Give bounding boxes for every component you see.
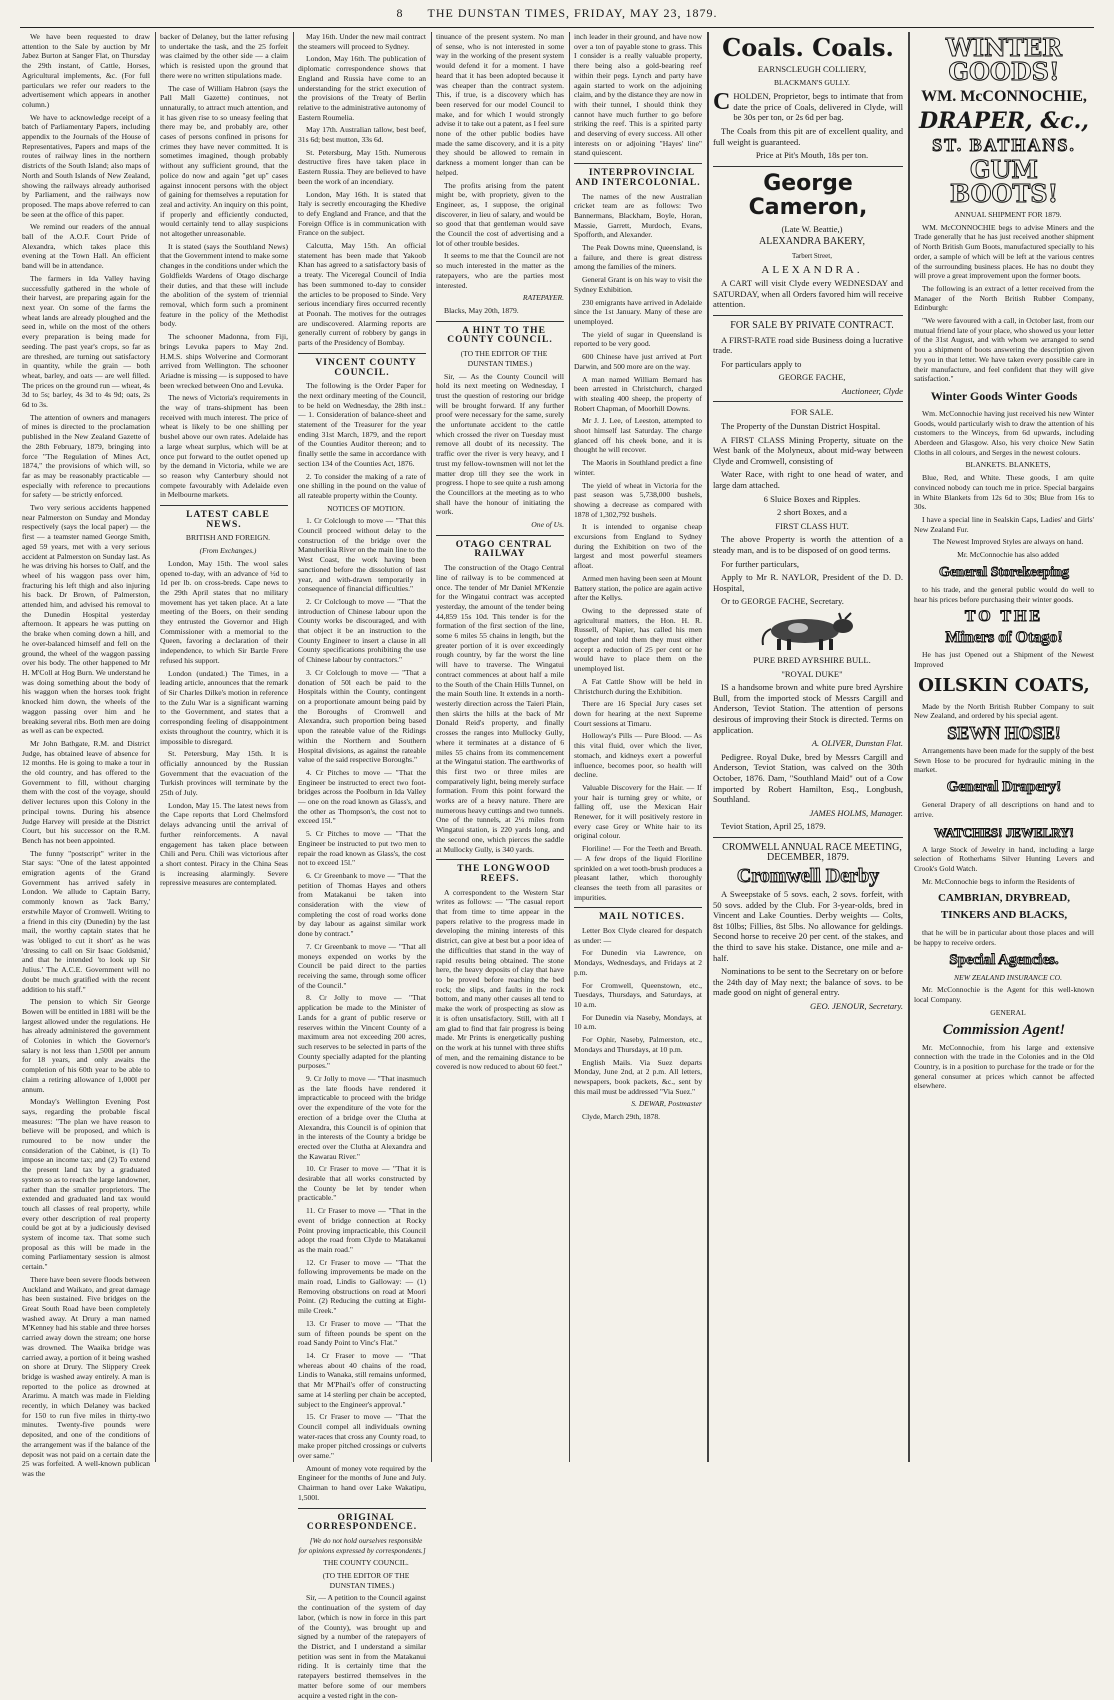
paragraph: London, May 16th. The publication of diplomatic correspondence shows that England and Russia have come to an understanding for the strict execution of the provisions of the Treaty of Berlin relative to the administrative autonomy of Eastern Roumelia.: [298, 54, 426, 122]
motion: 3. Cr Colclough to move — "That a donation of 50l each be paid to the Hospitals within the County, contingent on a proportionate amount being paid by the Boroughs of Cromwell and Alexandra, such proportion being based upon the rateable value of the Ridings within the Northern and Southern Hospital divisions, as against the rateable value of the said respective Boroughs.": [298, 667, 426, 765]
sewn-hose-title: SEWN HOSE!: [947, 723, 1061, 744]
paragraph: It is stated (says the Southland News) that the Government intend to make some changes in the conditions under which the Goldfields Wardens of Otago discharge their duties, and that these will include the abolition of the system of triennial removal, which form such a prominent feature in the policy of the Methodist body.: [160, 241, 288, 329]
section-rule: [436, 859, 564, 860]
letter-address: (TO THE EDITOR OF THE DUNSTAN TIMES.): [460, 349, 548, 368]
derby-title: Cromwell Derby: [736, 865, 880, 888]
ad-text: The above Property is worth the attention of a steady man, and is to be disposed of on good terms.: [713, 534, 903, 555]
motion: 12. Cr Fraser to move — "That the following improvements be made on the main road, Lindis to Galloway: — (1) Removing obstructions on road at Moori Point. (2) Reducing the cutting at Eight-mile Creek.": [298, 1257, 426, 1316]
ad-rule: [713, 166, 903, 167]
paragraph: There have been severe floods between Auckland and Waikato, and great damage has been sustained. Five bridges on the Great South Road have been completely washed away. At Drury a man named M'Kenney had his stable and three horses carried away down the stream; one horse was drowned. The Waaika bridge was carried away, a portion of it being washed on shore at Drury. The Slippery Creek bridge is washed away entirely. A man is reported to the police as drowned at Ararimu. A match was made in Fielding recently, in which Delaney was backed for 150 to run five miles in thirty-two minutes. Twenty-five pounds were deposited, and one of the conditions of the arrangement was if the balance of the deposit was not paid on a certain date the 25 was forfeited. A well-known publican was the: [22, 1274, 150, 1478]
commission-agent-title: Commission Agent!: [942, 1021, 1066, 1038]
masthead-title: THE DUNSTAN TIMES, FRIDAY, MAY 23, 1879.: [427, 6, 718, 20]
paragraph: 2. To consider the making of a rate of one shilling in the pound on the value of all rateable property within the County.: [298, 471, 426, 500]
ad-text: Water Race, with right to one head of water, and large dam attached.: [713, 469, 903, 491]
signature: JAMES HOLMS, Manager.: [809, 807, 903, 818]
paragraph: For Dunedin via Lawrence, on Mondays, Wednesdays, and Fridays at 2 p.m.: [574, 948, 702, 977]
winter-goods-title: WINTER GOODS!: [945, 33, 1063, 86]
column-divider: [155, 32, 156, 1462]
paragraph: We remind our readers of the annual ball of the A.O.F. Court Pride of Alexandra, which takes place this evening at the Town Hall. An efficient band will be in attendance.: [22, 222, 150, 271]
paragraph: The following is the Order Paper for the next ordinary meeting of the Council, to be held on Wednesday, the 28th inst.: — 1. Consideration of balance-sheet and statement of the Treasurer for the year ending 31st March, 1879, and the report of the Counties Auditor thereon; and to finally settle the same in accordance with section 134 of the Counties Act, 1876.: [298, 381, 426, 468]
section-heading: VINCENT COUNTY COUNCIL.: [315, 357, 417, 378]
section-heading: OTAGO CENTRAL RAILWAY: [455, 539, 553, 560]
motion: 10. Cr Fraser to move — "That it is desirable that all works constructed by the County be let by tender when practicable.": [298, 1164, 426, 1203]
paragraph: The names of the new Australian cricket team are as follows: Two Bannermans, Blackham, Boyle, Horan, Massie, Garrett, Murdoch, Evans, Spofforth, and Alexander.: [574, 191, 702, 240]
general-drapery-title: General Drapery!: [946, 779, 1062, 796]
ad-text: A FIRST CLASS Mining Property, situate on the West bank of the Molyneux, about mid-way between Clyde and Cromwell, consisting of: [713, 434, 903, 466]
paragraph: London, May 15th. The wool sales opened to-day, with an advance of ½d to 1d per lb. on cross-breds. Cape news to the 29th April states that no military movement has yet taken place. At a late meeting of the Boers, on their sending they entrusted the Governor and High Commissioner with a memorial to the Queen, favoring a declaration of their independence, to which Sir Bartle Frere refused his support.: [160, 558, 288, 665]
draper-title: DRAPER, &c.,: [919, 108, 1089, 134]
paragraph: Armed men having been seen at Mount Battery station, the police are again active after the Kellys.: [574, 573, 702, 603]
ad-heading: PURE BRED AYRSHIRE BULL.: [753, 654, 871, 665]
ad-heading: FOR SALE BY PRIVATE CONTRACT.: [730, 319, 894, 331]
ad-rule: [713, 315, 903, 316]
ad-line: Price at Pit's Mouth, 18s per ton.: [755, 150, 869, 161]
paragraph: backer of Delaney, but the latter refusing to undertake the task, and the 25 forfeit was claimed by the other side — a claim which is resisted upon the ground that there were no written stipulations made.: [160, 32, 288, 80]
section-subheading: THE COUNTY COUNCIL.: [323, 1558, 409, 1568]
paragraph: Mr John Bathgate, R.M. and District Judge, has obtained leave of absence for 12 months. He is going to make a tour in the old country, and has offered to the Government to fill, without charging them with the cost of the voyage, should deliver lectures upon this Colony in the principal towns. During his absence Judge Harvey will preside at the District Court, but his successor on the R.M. Bench has not been appointed.: [22, 738, 150, 845]
section-rule: [436, 321, 564, 322]
section-rule: [298, 1508, 426, 1509]
ad-text: The Coals from this pit are of excellent quality, and full weight is guaranteed.: [713, 125, 903, 147]
section-heading: MAIL NOTICES.: [599, 912, 685, 923]
paragraph: For Cromwell, Queenstown, etc., Tuesdays, Thursdays, and Saturdays, at 10 a.m.: [574, 980, 702, 1009]
paragraph: The Peak Downs mine, Queensland, is a failure, and there is great distress among the families of the miners.: [574, 243, 702, 272]
paragraph: The pension to which Sir George Bowen will be entitled in 1881 will be the largest allowed under the regulations. He has already administered the government of Colonies in which the Governor's salary is not less than 1,500l per annum for 18 years, and only awaits the completion of his 60th year to be able to claim a retiring allowance of 1,000l per annum.: [22, 997, 150, 1094]
section-rule: [574, 907, 702, 908]
paragraph: It is intended to organise cheap excursions from England to Sydney during the Exhibition on two of the largest and most powerful steamers afloat.: [574, 522, 702, 571]
watches-title: WATCHES! JEWELRY!: [934, 824, 1074, 840]
ad-rule: [713, 837, 903, 838]
ad-rule: [713, 401, 903, 402]
column-4: [436, 32, 564, 1462]
section-heading: A HINT TO THE COUNTY COUNCIL.: [447, 325, 553, 346]
paragraph: 600 Chinese have just arrived at Port Darwin, and 500 more are on the way.: [574, 352, 702, 371]
paragraph: For Ophir, Naseby, Palmerston, etc., Mondays and Thursdays, at 10 p.m.: [574, 1035, 702, 1054]
motion: 9. Cr Jolly to move — "That inasmuch as the late floods have rendered it impracticable to proceed with the bridge over the expenditure of the vote for the erection of a bridge over the Clutha at Alexandra, this Council is of opinion that in the interests of the County a bridge be erected over the Clutha at Alexandra and the Kawarau River.": [298, 1074, 426, 1161]
ad-text: For particulars apply to: [721, 358, 802, 369]
masthead-rule: [20, 27, 1094, 28]
paragraph: Calcutta, May 15th. An official statement has been made that Yakoob Khan has agreed to a satisfactory basis of a treaty. The Viceregal Council of India has been summoned to-day to consider the articles to be proposed to Sinde. Very serious incendiary fires occurred recently at Poonah. The motives for the outrages are undiscovered. Alarming reports are generally current of robbery by gangs in parts of the Presidency of Bombay.: [298, 241, 426, 348]
ad-text: A Sweepstake of 5 sovs. each, 2 sovs. forfeit, with 50 sovs. added by the Club. For 3-year-olds, bred in Vincent and Lake Counties. Derby weights — Colts, 8st 10lbs; Fillies, 8st 5lbs. No allowance for geldings. Second horse to receive 20 per cent. of the stakes, and the third to save his stake. Distance, one mile and a-half.: [713, 889, 903, 963]
paragraph: Mr J. J. Lee, of Leeston, attempted to shoot himself last Saturday. The charge glanced off his cheek bone, and it is thought he will recover.: [574, 416, 702, 455]
section-subheading: NOTICES OF MOTION.: [327, 503, 405, 513]
cameron-title: George Cameron,: [748, 170, 868, 220]
paragraph: The Maoris in Southland predict a fine winter.: [574, 458, 702, 477]
ad-text: Made by the North British Rubber Company to suit New Zealand, and ordered by his special agent.: [914, 701, 1094, 721]
ad-line: ANNUAL SHIPMENT FOR 1879.: [954, 210, 1062, 219]
paragraph: St. Petersburg, May 15th. It is officially announced by the Russian Government that the evacuation of the Turkish provinces will terminate by the 25th of July.: [160, 749, 288, 798]
column-divider: [431, 32, 432, 1462]
ad-text: Blue, Red, and White. These goods, I am quite convinced nobody can touch me in price. Special bargains in White Blankets from 12s 6d to 30s; Blue from 16s to 30s.: [914, 473, 1094, 512]
paragraph: The funny "postscript" writer in the Star says: "One of the latest appointed emigration agents of the Grand Government has arrived safely in London. We allude to Captain Barry, commonly known as 'Jack Barry,' erstwhile Mayor of Cromwell. Writing to a friend in this city (Dunedin) by the last mail, the worthy captain states that he was 'obliged to cut it short' as he was 'dressing to call on Sir Isaac Goldsmid,' and that he intended 'to look up Sir Julius.' The A.C.E. Government will no doubt be much gratified with the recent addition to his staff.": [22, 848, 150, 994]
paragraph: Letter Box Clyde cleared for despatch as under: —: [574, 926, 702, 945]
advertisement: Holloway's Pills — Pure Blood. — As this vital fluid, over which the liver, stomach, and kidneys exert a powerful influence, becomes poor, so health will decline.: [574, 731, 702, 780]
ad-text: General Drapery of all descriptions on hand and to arrive.: [914, 800, 1094, 819]
dateline: Blacks, May 20th, 1879.: [444, 305, 519, 315]
bull-illustration-icon: [753, 611, 863, 651]
motion: 7. Cr Greenbank to move — "That all moneys expended on works by the Council be paid direct to the parties receiving the same, through some officer of the Council.": [298, 941, 426, 990]
paragraph: There are 16 Special Jury cases set down for hearing at the next Supreme Court sessions at Timaru.: [574, 699, 702, 728]
signature: S. DEWAR, Postmaster: [631, 1099, 702, 1109]
ad-line: EARNSCLEUGH COLLIERY,: [757, 64, 867, 74]
motion: 6. Cr Greenbank to move — "That the petition of Thomas Hayes and others from Matakanui be taken into consideration with the view of completing the cost of road works done by day labour as against similar work done by contract.": [298, 870, 426, 939]
paragraph: The case of William Habron (says the Pall Mall Gazette) continues, not unnaturally, to attract much attention, and it has given rise to so uneasy feeling that there may be, and probably are, other cases of persons confined in prisons for crimes they have never committed. It is sometimes imagined, though probably without any sufficient ground, that the police do now and again "get up" cases against innocent persons with the object of gaining for themselves a reputation for zeal and activity. An inquiry on this point, if properly and efficiently conducted, would certainly tend to allay suspicions not altogether unreasonable.: [160, 83, 288, 239]
ad-text: For further particulars,: [721, 558, 800, 569]
column-5: [574, 32, 702, 1462]
paragraph: General Grant is on his way to visit the Sydney Exhibition.: [574, 275, 702, 294]
ad-text: that he will be in particular about those places and will be happy to receive orders.: [914, 928, 1094, 948]
paragraph: Monday's Wellington Evening Post says, regarding the probable fiscal measures: "The plan we have reason to believe will be proposed, and which is rumoured to be now under the consideration of the Cabinet, is (1) To impose an income tax; and (2) To extend the present land tax by a graduated system so as to reach the large landowner, rather than the smaller proprietors. The extended and graduated land tax would touch all classes of real property, while every other description of real property could be got at by a judiciously devised system of income tax. That some such proposal as this will be made in the coming Parliamentary session is almost certain.": [22, 1097, 150, 1272]
page-number: 8: [396, 6, 404, 20]
masthead: [0, 6, 1114, 26]
paragraph: Owing to the depressed state of agricultural matters, the Hon. H. R. Russell, of Napier, has called his men together and told them they must either accept a reduction of 25 per cent or he would have to place them on the unemployed list.: [574, 605, 702, 674]
paragraph: It seems to me that the Council are not so much interested in the matter as the ratepayers, who are the parties most interested.: [436, 251, 564, 290]
ad-line: The Newest Improved Styles are always on hand.: [932, 537, 1084, 547]
ad-line: Tarbert Street,: [792, 251, 832, 260]
ad-text: Arrangements have been made for the supply of the best Sewn Hose to be procured for hydraulic mining in the market.: [914, 746, 1094, 775]
ad-text: A CART will visit Clyde every WEDNESDAY and SATURDAY, when all Orders favored him will receive attention.: [713, 278, 903, 310]
ad-line: Mr. McConnochie has also added: [957, 550, 1059, 560]
paragraph: A Fat Cattle Show will be held in Christchurch during the Exhibition.: [574, 676, 702, 696]
column-1: [22, 32, 151, 1478]
paragraph: The yield of sugar in Queensland is reported to be very good.: [574, 329, 702, 349]
column-3: [298, 32, 426, 1700]
ad-line: ALEXANDRA BAKERY,: [759, 236, 865, 248]
miners-title: Miners of Otago!: [945, 629, 1063, 647]
paragraph: The news of Victoria's requirements in the way of trans-shipment has been received with much interest. The price of wheat is likely to be one shilling per bushel above our own rates. Adelaide has a large wheat surplus, which will be at once put forward to the outlet opened up by the demand in Victoria, while we are so reason why Canterbury should not compete favourably with Adelaide even in Melbourne markets.: [160, 393, 288, 500]
ad-text: WM. McCONNOCHIE begs to advise Miners and the Trade generally that he has just received another shipment of North British Gum Boots, manufactured specially to his order, a sample of which will be left at the various centres of the surrounding business places. He has no doubt they will prove a great improvement upon the former boots.: [914, 222, 1094, 281]
column-7-advertisement: [914, 32, 1094, 1462]
ad-line: Auctioneer, Clyde: [841, 385, 903, 396]
paragraph: The attention of owners and managers of mines is directed to the proclamation published in the New Zealand Gazette of the 28th February, 1879, bringing into force "The Regulation of Mines Act, 1874," the provisions of which will, so far as may be reasonably practicable — especially with reference to precautions for safety — be strictly enforced.: [22, 412, 150, 500]
section-heading: LATEST CABLE NEWS.: [186, 510, 270, 530]
ad-text: He has just Opened out a Shipment of the Newest Improved: [914, 650, 1094, 669]
merchant-name: WM. McCONNOCHIE,: [921, 88, 1087, 105]
motion: 14. Cr Fraser to move — "That whereas about 40 chains of the road, Lindis to Wanaka, still remains unformed, that Mr M'Phail's offer of constructing same at 14 sterling per chain be accepted, subject to the Engineer's approval.": [298, 1351, 426, 1409]
section-rule: [298, 353, 426, 354]
ad-line: NEW ZEALAND INSURANCE CO.: [953, 972, 1062, 982]
motion: 15. Cr Fraser to move — "That the Council compel all individuals owning water-races that cross any County road, to make proper pitched crossings or culverts over same.": [298, 1412, 426, 1461]
ad-heading: CROMWELL ANNUAL RACE MEETING, DECEMBER, 1879.: [722, 841, 902, 864]
section-rule: [574, 163, 702, 164]
paragraph: The profits arising from the patent might be, with propriety, given to the Engineer, as, I suppose, the original discoverer, in lieu of salary, and would be so good that that gentleman would save the Council the cost of advertising and a lot of other trouble besides.: [436, 180, 564, 248]
ad-text: IS a handsome brown and white pure bred Ayrshire Bull, from the imported stock of Messrs Cargill and Anderson, Teviot Station. The attention of persons desirous of improving their Stock is directed. Terms on application.: [713, 682, 903, 735]
paragraph: tinuance of the present system. No man of sense, who is not interested in some way in the working of the present system would defend it for a moment. I have heard that it has been adopted because it was cheaper than the contract system. This, if true, is a discovery which has been reserved for our model Council to make, and for which I would strongly advise it to take out a patent, as I feel sure none of the other public bodies have made the same discovery, and it is a pity they should be allowed to remain in darkness a moment longer than can be helped.: [436, 32, 564, 177]
ad-text: The Property of the Dunstan District Hospital.: [721, 421, 881, 432]
section-heading: ORIGINAL CORRESPONDENCE.: [306, 1512, 418, 1533]
ad-text: "We were favoured with a call, in October last, from our mutual friend late of your place, who showed us your letter of the 31st August, and with whom we arranged to send you a shipment of boots answering the description given by you in that letter. We have taken every possible care in their manufacture, and feel confident that they will give satisfaction.": [914, 316, 1094, 384]
ad-text: I have a special line in Sealskin Caps, Ladies' and Girls' New Zealand Fur.: [914, 514, 1094, 534]
column-divider: [293, 32, 294, 1462]
motion: 1. Cr Colclough to move — "That this Council proceed without delay to the construction of the bridge over the Manuherikia River on the main line to the West Coast, the work having been sanctioned before the dissolution of last year, and with-drawn temporarily in consequence of financial difficulties.": [298, 516, 426, 594]
ad-text: Or to GEORGE FACHE, Secretary.: [721, 596, 844, 607]
ad-text: Nominations to be sent to the Secretary on or before the 24th day of May next; the balance of sovs. to be made good on night of general entry.: [713, 966, 903, 998]
dateline: Clyde, March 29th, 1878.: [582, 1112, 661, 1122]
ad-text: Apply to Mr R. NAYLOR, President of the D. D. Hospital,: [713, 572, 903, 593]
paragraph: Sir, — A petition to the Council against the continuation of the system of day labor, (which is now in force in this part of the County), was brought up and signed by a number of the ratepayers of the District, and I understand a similar petition was sent in from the Matakanui riding. It is certainly time that the ratepayers bestirred themselves in the matter before some of our members acquire a vested right in the con-: [298, 1593, 426, 1700]
paragraph: St. Petersburg, May 15th. Numerous destructive fires have taken place in Eastern Russia. They are believed to have been the work of an incendiary.: [298, 147, 426, 186]
storekeeping-title: General Storekeeping: [938, 564, 1069, 580]
gum-boots-title: GUM BOOTS!: [949, 155, 1059, 208]
to-the-title: TO THE: [964, 608, 1044, 626]
signature: A. OLIVER, Dunstan Flat.: [811, 738, 903, 749]
winter-goods-subtitle: Winter Goods Winter Goods: [930, 388, 1078, 403]
paragraph: May 16th. Under the new mail contract the steamers will proceed to Sydney.: [298, 32, 426, 51]
coals-title: Coals. Coals.: [722, 33, 894, 62]
motion: 8. Cr Jolly to move — "That application be made to the Minister of Lands for a grant of public reserve or reserves within the Vincent County of a maximum area not exceeding 200 acres, such reserves to be selected in parts of the County specially adapted for the planting purposes.": [298, 993, 426, 1071]
ad-text: HOLDEN, Proprietor, begs to intimate that from date the price of Coals, delivered in Clyde, will be 30s per ton, or 2s 6d per bag.: [733, 91, 903, 123]
ad-text: Mr. McConnochie begs to inform the Residents of: [922, 876, 1075, 886]
section-rule: [160, 505, 288, 506]
motion: 2. Cr Colclough to move — "That the introduction of Chinese labour upon the County works be discouraged, and with that object it be an instruction to the County Engineer to insert a clause in all County specifications prohibiting the use of Chinese labour by contractors.": [298, 596, 426, 665]
dateline: Teviot Station, April 25, 1879.: [721, 821, 826, 832]
ad-line: 2 short Boxes, and a: [777, 507, 847, 518]
ad-line: "ROYAL DUKE": [781, 668, 843, 679]
column-divider: [569, 32, 570, 1462]
paragraph: For Dunedin via Naseby, Mondays, at 10 a.m.: [574, 1012, 702, 1032]
paragraph: A correspondent to the Western Star writes as follows: — "The casual report that from time to time appear in the papers relative to the progress made in developing the mining interests of this district, can give at best but a poor idea of the difficulties that stand in the way of rapid results being obtained. The stone here, the heavy deposits of clay that have to be proved before reaching the bed rock; the slips, and faults in the rock bottom, and many other causes all tend to make the work of prospecting as slow as it is often unsatisfactory. Still, with all I am glad to find that fair progress is being made. Mr Prints is energetically pushing on the work at his tunnel with three shifts of men, and the remaining distance to be covered is now reduced to about 60 feet.": [436, 887, 564, 1072]
ad-line: GEORGE FACHE,: [778, 372, 846, 383]
column-divider: [707, 32, 709, 1462]
ad-text: Mr. McConnochie is the Agent for this well-known local Company.: [914, 985, 1094, 1005]
ad-text: A large Stock of Jewelry in hand, including a large selection of Rotherhams Silver Hunting Levers and Crook's Gold Watch.: [914, 844, 1094, 873]
paragraph: London, May 16th. It is stated that Italy is secretly encouraging the Khedive to defy England and France, and that the Foreign Office is in communication with France on the subject.: [298, 189, 426, 238]
paragraph: Sir, — As the County Council will hold its next meeting on Wednesday, I trust the question of restoring our bridge will be brought forward. If any further proof were necessary for the same, surely the unfortunate accident to the cattle which crossed the river on Tuesday must remove all doubt of its necessity. The traffic over the river is very heavy, and I trust my fellow-townsmen will not let the matter drop till they see the work in progress. I hope to see quite a rush among the Councillors at the meeting as to who shall have the honour of initiating the work.: [436, 371, 565, 517]
signature: GEO. JENOUR, Secretary.: [810, 1001, 903, 1011]
oilskin-title: OILSKIN COATS,: [918, 674, 1090, 696]
ad-text: to his trade, and the general public would do well to hear his prices before purchasing their winter goods.: [914, 584, 1094, 604]
column-2: [160, 32, 288, 1462]
paragraph: A man named William Bernard has been arrested in Christchurch, charged with stealing 400 sheep, the property of Robert Chapman, of Moorhill Downs.: [574, 374, 702, 413]
advertisement: Valuable Discovery for the Hair. — If your hair is turning grey or white, or falling off, use the Mexican Hair Renewer, for it will positively restore in every case Grey or White hair to its original colour.: [574, 782, 702, 841]
paragraph: The yield of wheat in Victoria for the past season was 5,738,000 bushels, showing a decrease as compared with 1878 of 1,302,792 bushels.: [574, 480, 702, 519]
paragraph: 230 emigrants have arrived in Adelaide since the 1st January. Many of these are unemployed.: [574, 297, 702, 326]
paragraph: We have been requested to draw attention to the Sale by auction by Mr Jabez Burton at Sanger Flat, on Thursday the 29th instant, of Cattle, Horses, Agricultural implements, &c. (For full particulars we refer our readers to the advertisement which appears in another column.): [22, 32, 150, 109]
town-title: ST. BATHANS.: [932, 135, 1076, 155]
paragraph: inch leader in their ground, and have now over a ton of payable stone to grass. This I consider is a really valuable property, there being also a gold-bearing reef within their pegs. Lynch and party have again started to work on the adjoining claim, and by the distance they are now in with their tunnel, I should think they cannot have much further to go before striking the reef. This is a spirited party and deserving of every success. All other interests on or adjoining "Hayes' line" stand quiescent.: [574, 32, 702, 158]
ad-text: Wm. McConnochie having just received his new Winter Goods, would particularly wish to draw the attention of his customers to the Winceys, from 6d upwards, including Aberdeen and Glasgow. Also, his very choice New Satin Cloths in all colours, and Serges in the newest colours.: [914, 408, 1094, 457]
paragraph: We have to acknowledge receipt of a batch of Parliamentary Papers, including appendix to the Journals of the House of Representatives, Papers and maps of the routes of railway lines in the northern districts of the South Island; also maps of North and South Islands of New Zealand, showing the railways already authorised by Parliament, and the railways now proposed. The maps above referred to can be seen at the office of this paper.: [22, 112, 150, 219]
column-6-advertisements: [713, 32, 903, 1462]
ad-text: The following is an extract of a letter received from the Manager of the North British Rubber Company, Edinburgh:: [914, 283, 1094, 313]
paragraph: The construction of the Otago Central line of railway is to be commenced at once. The tender of Mr Daniel M'Kenzie for the Wingatui contract was accepted yesterday, the amount of the tender being 44,859 15s 10d. This tender is for the formation of the first section of the line, some 6 miles 55 chains in length, but the greater portion of it is over exceedingly rough country, by far the worst the line will have to traverse. The Wingatui contract commences at about half a mile to the South of the Chain Hills Tunnel, on the main South line. It extends in a north-westerly direction across the Taieri Plain, then skirts the hills at the back of Mr Donald Reid's property, and finally crosses the ranges into Mullocky Gully, where it terminates at a distance of 6 miles 55 chains from its commencement at the Wingatui station. The earthworks of this first two or three miles are comparatively light, being merely surface formation. From this point forward the works are of a heavy nature. There are numerous heavy cuttings and two tunnels. One of the tunnels, at 2¼ miles from Wingatui station, is 220 yards long, and the second one, which pierces the saddle at Mullocky Gully, is 340 yards.: [436, 563, 564, 854]
ad-line: 6 Sluice Boxes and Ripples.: [763, 493, 861, 504]
paragraph: Amount of money vote required by the Engineer for the months of June and July. Chairman to hand over Lake Wakatipu, 1,500l.: [298, 1463, 426, 1502]
section-heading: THE LONGWOOD REEFS.: [457, 864, 551, 884]
motion: 4. Cr Pitches to move — "That the Engineer be instructed to erect two foot-bridges across the Poolburn in Ida Valley — one on the road known as Glass's, and the other as Thompson's, the cost not to exceed 15l.": [298, 767, 426, 826]
column-divider: [908, 32, 910, 1462]
paragraph: London, May 15. The latest news from the Cape reports that Lord Chelmsford delays advancing until the arrival of further reinforcements. A naval engagement has taken place between Chili and Peru. Chili was victorious after a short contest. Piracy in the China Seas is increasing alarmingly. Severe repressive measures are contemplated.: [160, 800, 288, 888]
ad-line: (Late W. Beattie,): [781, 223, 843, 234]
paragraph: Two very serious accidents happened near Palmerston on Sunday and Monday respectively (says the local paper) — the first — a teamster named George Smith, aged 59 years, met with a very serious accident at Palmerston on Sunday last. As he was driving his horses to Oalf, and the wheel of his waggon pass over him, fracturing his left thigh and also injuring his back. Dr Brown, of Palmerston, attended him, and advised his removal to the Dunedin Hospital yesterday afternoon. It appears he was putting on the brake when coming down a hill, and he over-balanced himself and fell on the ground, the wheel of the waggon passing over his body. The other happened to Mr H. M'Coll at Hog Burn. We understand he was doing something about the body of his waggon when the horses took fright knocked him down, the wheels of the waggon passing over him and he breaking several ribs. Both men are doing as well as can be expected.: [22, 503, 150, 736]
signature: RATEPAYER.: [522, 293, 564, 303]
special-agencies-title: Special Agencies.: [949, 951, 1059, 968]
section-source: (From Exchanges.): [199, 546, 257, 556]
ad-text: A FIRST-RATE road side Business doing a lucrative trade.: [713, 334, 903, 356]
signature: One of Us.: [531, 520, 564, 530]
advertisement: Floriline! — For the Teeth and Breath. — A few drops of the liquid Floriline sprinkled on a wet tooth-brush produces a pleasant lather, which thoroughly cleanses the teeth from all parasites or impurities.: [574, 844, 702, 902]
motion: 11. Cr Fraser to move — "That in the event of bridge connection at Rocky Point proving impracticable, this Council adopt the road from Clyde to Matakanui as the main road.": [298, 1206, 426, 1254]
ad-heading: FOR SALE.: [790, 407, 834, 418]
paragraph: English Mails. Via Suez departs Monday, June 2nd, at 2 p.m. All letters, newspapers, book packets, &c., sent by this mail must be addressed "Via Suez.": [574, 1057, 702, 1096]
section-rule: [436, 535, 564, 536]
section-subheading: BRITISH AND FOREIGN.: [185, 533, 271, 543]
section-heading: INTERPROVINCIAL AND INTERCOLONIAL.: [575, 168, 701, 188]
ad-line: BLACKMAN'S GULLY.: [774, 77, 850, 87]
ad-text: Pedigree. Royal Duke, bred by Messrs Cargill and Anderson, Teviot Station, was calved on the 30th October, 1876. Dam, "Southland Maid" out of a Cow imported by Robert Hamilton, Esq., Longbush, Southland.: [713, 751, 903, 805]
cambrian-title: CAMBRIAN, DRYBREAD, TINKERS AND BLACKS,: [938, 892, 1070, 922]
ad-line: GENERAL: [990, 1007, 1026, 1017]
letter-address: (TO THE EDITOR OF THE DUNSTAN TIMES.): [322, 1571, 410, 1590]
ad-text: Mr. McConnochie, from his large and extensive connection with the trade in the Colonies and in the Old Country, is in a position to purchase for the trade or for the general consumer at prices which cannot be affected elsewhere.: [914, 1042, 1094, 1091]
editor-note: [We do not hold ourselves responsible for opinions expressed by correspondents.]: [298, 1535, 426, 1555]
paragraph: The farmers in Ida Valley having successfully gathered in the whole of their harvest, are preparing again for the next year. On some of the farms the wheat lands are already ploughed and the seed in, while on the most of the others every preparation is being made for seeding. The past year's crops, so far as are threshed, are turning out satisfactory in quantity, while the grain — both wheat, barley, and oats — are well filled. The prices on the ground run — wheat, 4s 3d to 5s; barley, 4s 3d to 4s 9d; oats, 2s 6d to 3s.: [22, 273, 151, 410]
motion: 13. Cr Fraser to move — "That the sum of fifteen pounds be spent on the road Sandy Point to Vinc's Flat.": [298, 1318, 426, 1348]
drop-cap: C: [713, 89, 731, 116]
paragraph: May 17th. Australian tallow, best beef, 31s 6d; best mutton, 33s 6d.: [298, 125, 426, 145]
ad-line: FIRST CLASS HUT.: [775, 520, 849, 531]
motion: 5. Cr Pitches to move — "That the Engineer be instructed to put two men to repair the road known as Glass's, the cost not to exceed 15l.": [298, 829, 426, 868]
paragraph: London (undated.) The Times, in a leading article, announces that the remark of Sir Charles Dilke's motion in reference to the Zulu War is a significant warning to the Government, and states that a corresponding feeling of disappointment exists throughout the country, which it is impossible to disregard.: [160, 668, 288, 746]
paragraph: The schooner Madonna, from Fiji, brings Levuka papers to May 2nd. H.M.S. ships Wolverine and Cormorant arrived from Wellington. The schooner Ariadne is missing — is supposed to have been wrecked between Ono and Levuka.: [160, 332, 288, 390]
ad-line: BLANKETS. BLANKETS,: [965, 460, 1051, 470]
ad-line: ALEXANDRA.: [761, 263, 863, 276]
